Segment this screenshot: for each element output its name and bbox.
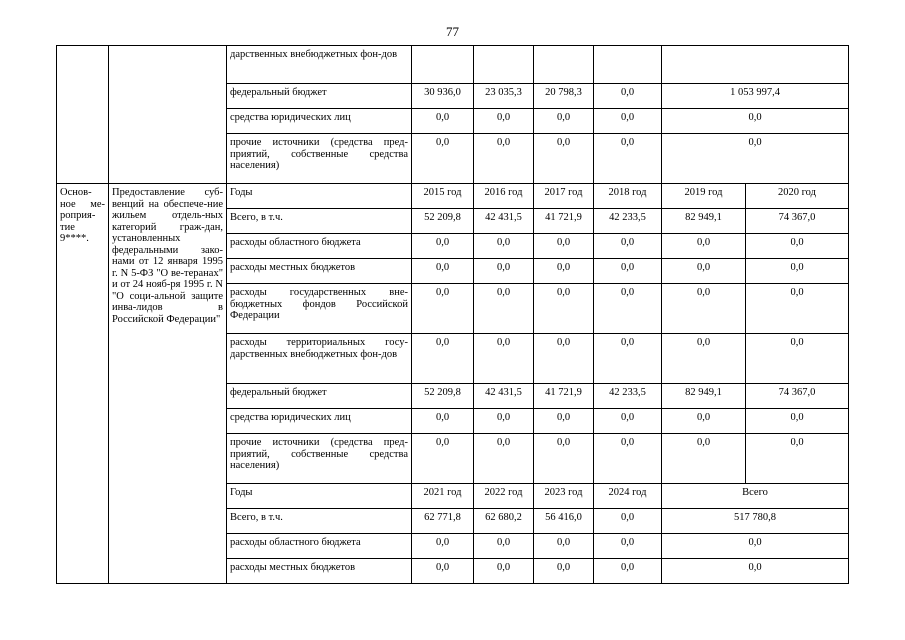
value-cell: 0,0 bbox=[594, 284, 662, 334]
source-label: расходы местных бюджетов bbox=[227, 259, 412, 284]
value-cell: 42 431,5 bbox=[474, 209, 534, 234]
value-cell: 0,0 bbox=[474, 409, 534, 434]
year-header: 2019 год bbox=[662, 184, 746, 209]
year-header: 2024 год bbox=[594, 484, 662, 509]
budget-table bbox=[56, 45, 849, 584]
value-cell: 0,0 bbox=[474, 534, 534, 559]
value-cell: 0,0 bbox=[662, 259, 746, 284]
year-header: 2015 год bbox=[412, 184, 474, 209]
value-cell: 0,0 bbox=[534, 559, 594, 584]
measure-code: Основ-ное ме-роприя-тие 9****. bbox=[57, 184, 109, 584]
year-header: 2017 год bbox=[534, 184, 594, 209]
value-cell: 41 721,9 bbox=[534, 384, 594, 409]
value-cell: 0,0 bbox=[534, 234, 594, 259]
value-cell: 0,0 bbox=[594, 109, 662, 134]
value-cell: 0,0 bbox=[474, 134, 534, 184]
value-cell: 0,0 bbox=[594, 84, 662, 109]
source-label: прочие источники (средства пред-приятий, собственные средства населения) bbox=[227, 134, 412, 184]
value-cell: 0,0 bbox=[594, 434, 662, 484]
years-label: Годы bbox=[227, 484, 412, 509]
year-header: 2022 год bbox=[474, 484, 534, 509]
total-cell: 0,0 bbox=[662, 559, 849, 584]
value-cell: 23 035,3 bbox=[474, 84, 534, 109]
value-cell: 41 721,9 bbox=[534, 209, 594, 234]
value-cell: 56 416,0 bbox=[534, 509, 594, 534]
value-cell: 62 771,8 bbox=[412, 509, 474, 534]
source-label: расходы территориальных госу-дарственных внебюджетных фон-дов bbox=[227, 334, 412, 384]
value-cell: 0,0 bbox=[534, 109, 594, 134]
value-cell: 0,0 bbox=[474, 434, 534, 484]
value-cell: 0,0 bbox=[534, 134, 594, 184]
value-cell: 0,0 bbox=[534, 534, 594, 559]
value-cell: 82 949,1 bbox=[662, 209, 746, 234]
total-cell: 1 053 997,4 bbox=[662, 84, 849, 109]
value-cell bbox=[474, 46, 534, 84]
source-label: расходы областного бюджета bbox=[227, 234, 412, 259]
value-cell: 0,0 bbox=[746, 334, 849, 384]
value-cell: 0,0 bbox=[662, 434, 746, 484]
value-cell: 0,0 bbox=[534, 334, 594, 384]
total-cell: 0,0 bbox=[662, 109, 849, 134]
value-cell: 0,0 bbox=[412, 534, 474, 559]
value-cell: 0,0 bbox=[594, 534, 662, 559]
value-cell: 0,0 bbox=[534, 259, 594, 284]
value-cell: 0,0 bbox=[746, 259, 849, 284]
value-cell: 20 798,3 bbox=[534, 84, 594, 109]
value-cell: 42 233,5 bbox=[594, 384, 662, 409]
value-cell: 52 209,8 bbox=[412, 209, 474, 234]
value-cell: 0,0 bbox=[474, 559, 534, 584]
total-cell: 0,0 bbox=[662, 134, 849, 184]
value-cell: 0,0 bbox=[474, 334, 534, 384]
value-cell: 0,0 bbox=[746, 234, 849, 259]
value-cell: 0,0 bbox=[662, 284, 746, 334]
value-cell: 0,0 bbox=[474, 109, 534, 134]
value-cell: 0,0 bbox=[474, 284, 534, 334]
value-cell: 82 949,1 bbox=[662, 384, 746, 409]
empty-description-cell bbox=[109, 46, 227, 184]
value-cell: 0,0 bbox=[412, 134, 474, 184]
value-cell: 0,0 bbox=[746, 284, 849, 334]
value-cell: 0,0 bbox=[534, 284, 594, 334]
value-cell: 0,0 bbox=[594, 559, 662, 584]
page-number: 77 bbox=[446, 24, 459, 39]
source-label: средства юридических лиц bbox=[227, 409, 412, 434]
value-cell: 52 209,8 bbox=[412, 384, 474, 409]
value-cell: 0,0 bbox=[412, 334, 474, 384]
value-cell: 0,0 bbox=[662, 234, 746, 259]
value-cell: 0,0 bbox=[594, 409, 662, 434]
value-cell: 0,0 bbox=[534, 434, 594, 484]
value-cell: 42 431,5 bbox=[474, 384, 534, 409]
value-cell: 0,0 bbox=[534, 409, 594, 434]
empty-code-cell bbox=[57, 46, 109, 184]
source-label: Всего, в т.ч. bbox=[227, 209, 412, 234]
value-cell: 74 367,0 bbox=[746, 384, 849, 409]
source-label: средства юридических лиц bbox=[227, 109, 412, 134]
total-cell bbox=[662, 46, 849, 84]
source-label: расходы областного бюджета bbox=[227, 534, 412, 559]
value-cell: 0,0 bbox=[746, 434, 849, 484]
source-label: прочие источники (средства пред-приятий, собственные средства населения) bbox=[227, 434, 412, 484]
value-cell: 0,0 bbox=[412, 284, 474, 334]
value-cell: 0,0 bbox=[412, 109, 474, 134]
value-cell bbox=[534, 46, 594, 84]
table-row bbox=[57, 46, 849, 84]
value-cell bbox=[594, 46, 662, 84]
value-cell: 0,0 bbox=[412, 559, 474, 584]
years-label: Годы bbox=[227, 184, 412, 209]
years-header-row bbox=[57, 184, 849, 209]
value-cell: 62 680,2 bbox=[474, 509, 534, 534]
value-cell: 0,0 bbox=[662, 409, 746, 434]
source-label: расходы государственных вне-бюджетных фондов Российской Федерации bbox=[227, 284, 412, 334]
source-label: федеральный бюджет bbox=[227, 384, 412, 409]
value-cell: 0,0 bbox=[474, 259, 534, 284]
total-cell: 517 780,8 bbox=[662, 509, 849, 534]
value-cell: 0,0 bbox=[594, 509, 662, 534]
year-header: 2016 год bbox=[474, 184, 534, 209]
year-header: 2021 год bbox=[412, 484, 474, 509]
value-cell: 0,0 bbox=[412, 434, 474, 484]
value-cell: 0,0 bbox=[412, 234, 474, 259]
value-cell: 0,0 bbox=[662, 334, 746, 384]
value-cell: 0,0 bbox=[412, 259, 474, 284]
source-label: Всего, в т.ч. bbox=[227, 509, 412, 534]
source-label: расходы местных бюджетов bbox=[227, 559, 412, 584]
source-label: федеральный бюджет bbox=[227, 84, 412, 109]
value-cell: 74 367,0 bbox=[746, 209, 849, 234]
year-header: 2020 год bbox=[746, 184, 849, 209]
value-cell: 42 233,5 bbox=[594, 209, 662, 234]
value-cell: 30 936,0 bbox=[412, 84, 474, 109]
value-cell: 0,0 bbox=[474, 234, 534, 259]
year-header: 2023 год bbox=[534, 484, 594, 509]
value-cell: 0,0 bbox=[594, 234, 662, 259]
total-header: Всего bbox=[662, 484, 849, 509]
total-cell: 0,0 bbox=[662, 534, 849, 559]
measure-description: Предоставление суб-венций на обеспече-ние жильем отдель-ных категорий граж-дан, установленных федеральными зако-нами от 12 января 1995 г. N 5-ФЗ "О ве-теранах" и от 24 нояб-ря 1995 г. N "О соци-альной защите инва-лидов в Российской Федерации" bbox=[109, 184, 227, 584]
value-cell: 0,0 bbox=[594, 334, 662, 384]
value-cell: 0,0 bbox=[746, 409, 849, 434]
value-cell bbox=[412, 46, 474, 84]
source-label: дарственных внебюджетных фон-дов bbox=[227, 46, 412, 84]
year-header: 2018 год bbox=[594, 184, 662, 209]
value-cell: 0,0 bbox=[594, 259, 662, 284]
value-cell: 0,0 bbox=[594, 134, 662, 184]
value-cell: 0,0 bbox=[412, 409, 474, 434]
